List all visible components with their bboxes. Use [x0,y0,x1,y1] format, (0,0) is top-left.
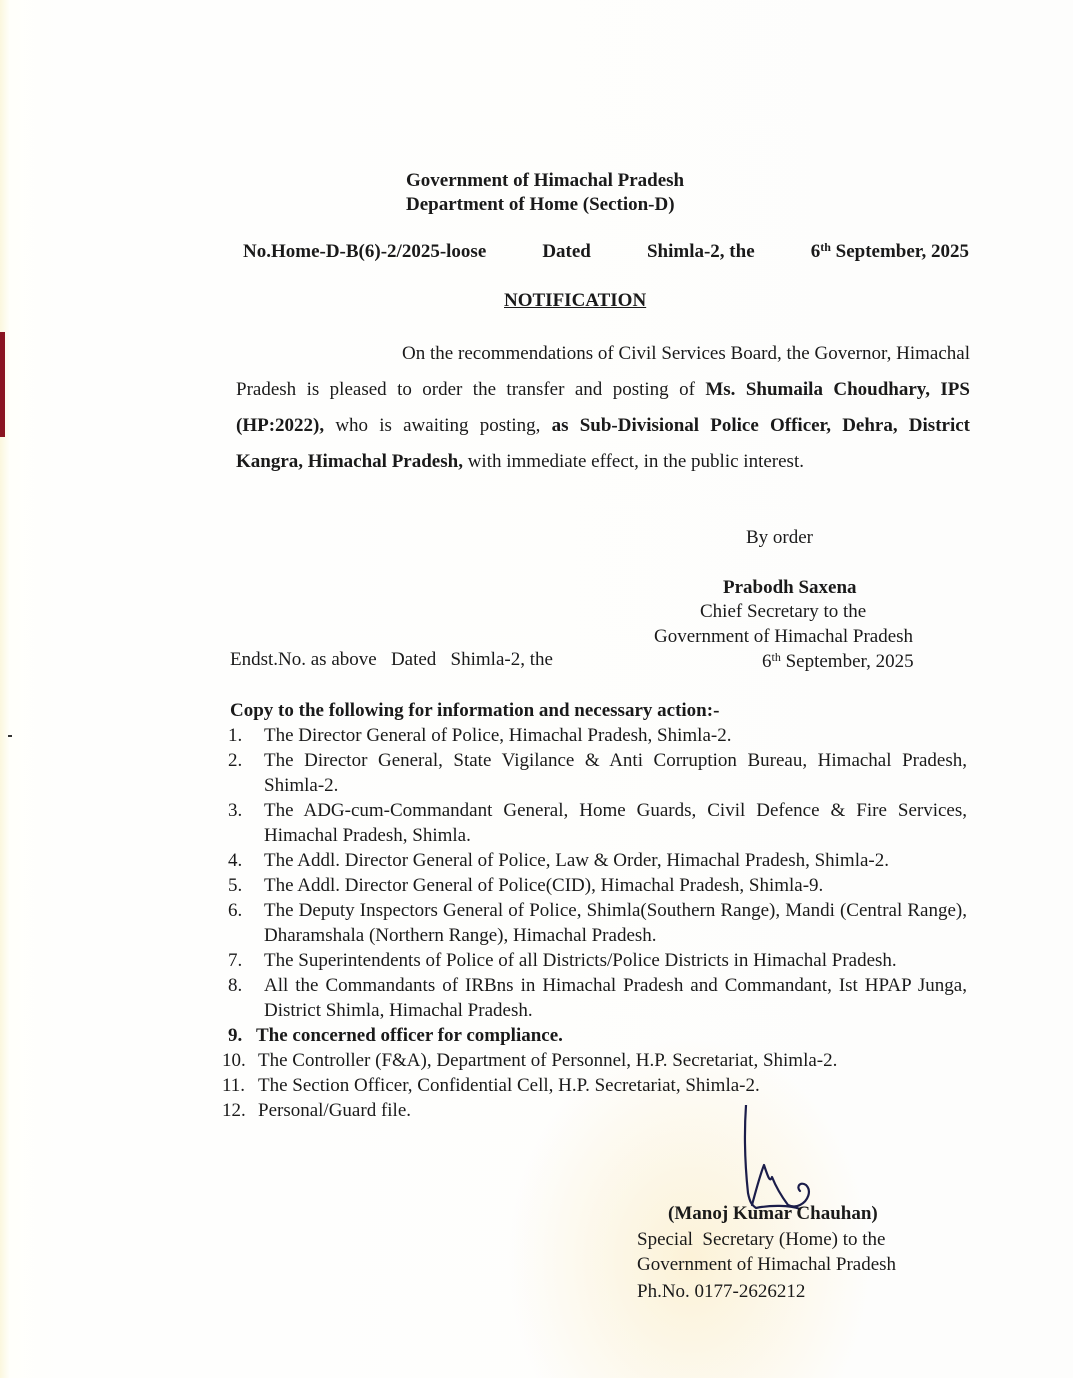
reference-dated: Dated [542,241,591,262]
header-government: Government of Himachal Pradesh [406,170,685,191]
list-item: 8. All the Commandants of IRBns in Himachal Pradesh and Commandant, Ist HPAP Junga, District Shimla, Himachal Pradesh. [228,975,967,1021]
notification-title: NOTIFICATION [504,290,647,311]
signatory-designation: Special Secretary (Home) to the [637,1229,886,1250]
chief-secretary-name: Prabodh Saxena [723,577,857,598]
list-item: 9. The concerned officer for compliance. [228,1025,563,1046]
copy-to-list [222,723,967,1123]
endorsement-date: 6th September, 2025 [762,650,914,672]
list-item: 2. The Director General, State Vigilance & Anti Corruption Bureau, Himachal Pradesh, Shimla-2. [228,750,967,796]
endorsement-line: Endst.No. as above Dated Shimla-2, the [230,649,553,670]
list-item: 5. The Addl. Director General of Police(CID), Himachal Pradesh, Shimla-9. [228,875,824,896]
header-department: Department of Home (Section-D) [406,194,675,215]
by-order: By order [746,527,814,548]
reference-line [243,241,969,263]
posting-details: as Sub-Divisional Police Officer, Dehra, District Kangra, Himachal Pradesh, [236,415,970,472]
reference-place: Shimla-2, the [646,241,755,262]
signatory-government: Government of Himachal Pradesh [637,1254,897,1275]
list-item: 10. The Controller (F&A), Department of Personnel, H.P. Secretariat, Shimla-2. [222,1050,838,1071]
reference-number: No.Home-D-B(6)-2/2025-loose [243,241,487,262]
list-item: 7. The Superintendents of Police of all Districts/Police Districts in Himachal Pradesh. [228,950,897,971]
notification-body: On the recommendations of Civil Services Board, the Governor, Himachal Pradesh is pleased to order the transfer and posting of Ms. Shumaila Choudhary, IPS (HP:2022), who is awaiting posting, as Sub-Divisional Police Officer, Dehra, District Kangra, Himachal Pradesh, with immediate effect, in the public interest. [236,343,970,472]
signatory-name: (Manoj Kumar Chauhan) [668,1203,878,1224]
list-item: 1. The Director General of Police, Himachal Pradesh, Shimla-2. [228,725,732,746]
list-item: 12. Personal/Guard file. [222,1100,412,1121]
list-item: 4. The Addl. Director General of Police, Law & Order, Himachal Pradesh, Shimla-2. [228,850,889,871]
officer-name: Ms. Shumaila Choudhary, IPS (HP:2022), [236,379,970,436]
copy-to-heading: Copy to the following for information and necessary action:- [230,700,720,721]
edge-artifact [0,332,5,437]
chief-secretary-government: Government of Himachal Pradesh [654,626,914,647]
edge-artifact-dot [8,735,12,737]
list-item: 3. The ADG-cum-Commandant General, Home Guards, Civil Defence & Fire Services, Himachal Pradesh, Shimla. [228,800,967,846]
chief-secretary-designation: Chief Secretary to the [700,601,867,622]
reference-date: 6th September, 2025 [810,240,969,262]
signatory-phone: Ph.No. 0177-2626212 [637,1281,806,1302]
list-item: 11. The Section Officer, Confidential Cell, H.P. Secretariat, Shimla-2. [222,1075,760,1096]
list-item: 6. The Deputy Inspectors General of Police, Shimla(Southern Range), Mandi (Central Range), Dharamshala (Northern Range), Himachal Pradesh. [228,900,967,946]
